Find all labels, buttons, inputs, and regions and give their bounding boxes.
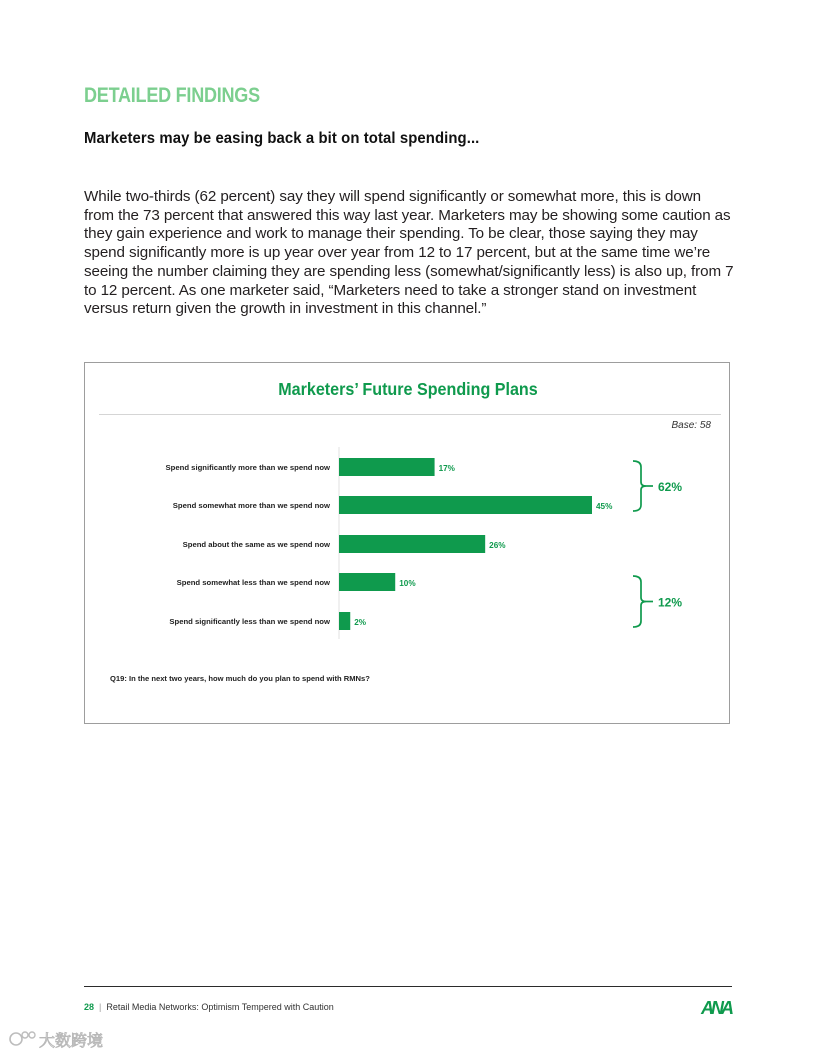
data-label: 2% [354,618,367,627]
bar [339,535,485,553]
footer-divider [84,986,732,987]
ana-logo [700,995,734,1019]
watermark-circle-3 [29,1032,35,1038]
watermark-circle-2 [22,1032,28,1038]
section-title: DETAILED FINDINGS [84,84,260,107]
bar-chart [85,363,731,663]
group-total-label: 12% [658,595,683,610]
group-bracket [633,461,646,511]
page-subtitle: Marketers may be easing back a bit on total spending... [84,130,480,147]
data-label: 17% [438,464,455,473]
bar [339,612,350,630]
chart-panel [84,362,730,724]
footer-separator: | [99,1002,102,1012]
watermark [7,1028,111,1052]
watermark-text: 大数跨境 [39,1031,104,1050]
category-label: Spend significantly less than we spend now [169,617,330,626]
chart-title: Marketers’ Future Spending Plans [278,379,538,399]
group-bracket [633,576,646,627]
bar [339,458,435,476]
data-label: 10% [399,579,416,588]
data-label: 45% [596,502,613,511]
page-number: 28 [84,1002,95,1012]
category-label: Spend somewhat more than we spend now [172,501,330,510]
data-label: 26% [489,541,506,550]
category-label: Spend significantly more than we spend now [165,463,330,472]
survey-question: Q19: In the next two years, how much do you plan to spend with RMNs? [110,674,370,683]
report-title: Retail Media Networks: Optimism Tempered with Caution [106,1002,334,1012]
chart-base-note: Base: 58 [671,420,711,431]
body-paragraph: While two-thirds (62 percent) say they will spend significantly or somewhat more, this is down from the 73 percent that answered this way last year. Marketers may be showing some caution as they gain experience and work to manage their spending. To be clear, those saying they may spend significantly more is up year over year from 12 to 17 percent, but at the same time we’re seeing the number claiming they are spending less (somewhat/significantly less) is also up, from 7 to 12 percent. As one marketer said, “Marketers need to take a stronger stand on investment versus return given the growth in investment in this channel.” [84,188,734,318]
bar [339,496,592,514]
category-label: Spend about the same as we spend now [182,540,330,549]
group-total-label: 62% [658,480,683,494]
footer [84,1002,334,1012]
bar [339,573,395,591]
ana-logo-text: ANA [701,998,731,1018]
watermark-circle-1 [10,1033,22,1045]
category-label: Spend somewhat less than we spend now [176,578,330,587]
